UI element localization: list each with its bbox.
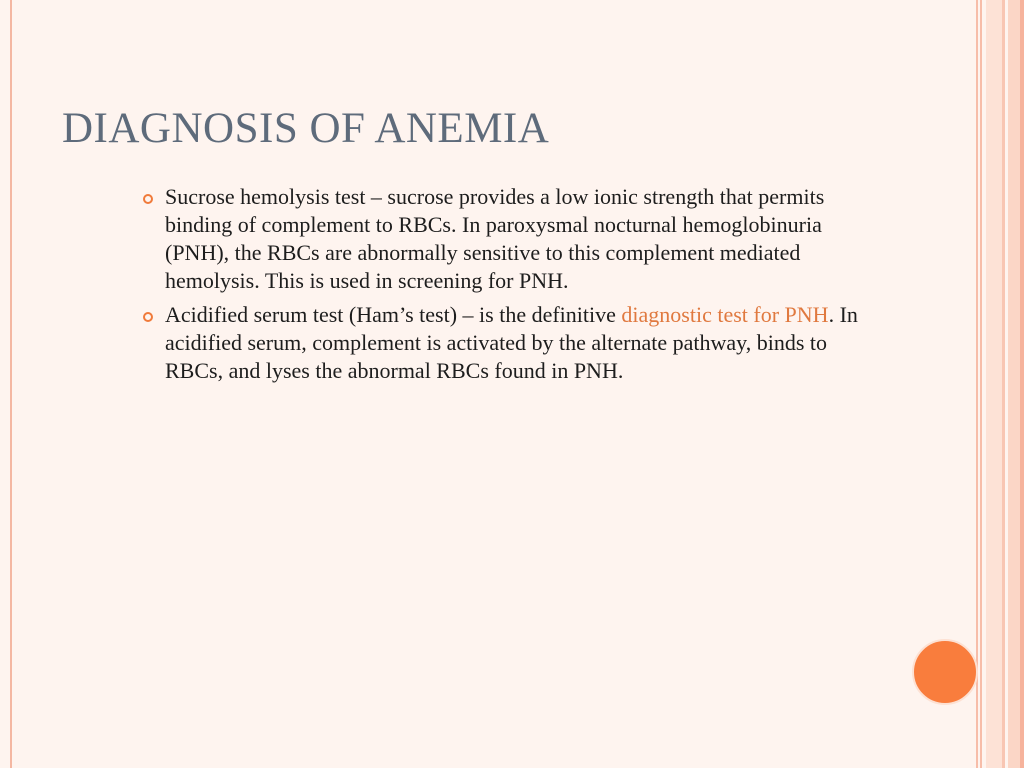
decorative-orange-circle (912, 639, 978, 705)
slide-title: DIAGNOSIS OF ANEMIA (62, 105, 550, 152)
stripe (1020, 0, 1024, 768)
stripe (980, 0, 982, 768)
bullet-item (140, 183, 885, 295)
highlighted-link-text[interactable]: diagnostic test for PNH (621, 302, 829, 327)
bullet-text: Acidified serum test (Ham’s test) – is the definitive (165, 302, 622, 327)
bullet-item (140, 301, 885, 385)
left-border-line (10, 0, 12, 768)
right-decorative-stripes (976, 0, 1024, 768)
bullet-text: . In acidified serum, complement is activated by the alternate pathway, binds to RBCs, and lyses the abnormal RBCs found in PNH. (165, 302, 858, 383)
bullet-circle-icon (143, 312, 153, 322)
stripe (986, 0, 1002, 768)
bullet-circle-icon (143, 194, 153, 204)
bullet-text: Sucrose hemolysis test – sucrose provides a low ionic strength that permits binding of complement to RBCs. In paroxysmal nocturnal hemoglobinuria (PNH), the RBCs are abnormally sensitive to this complement mediated hemolysis. This is used in screening for PNH. (165, 184, 825, 293)
stripe (976, 0, 978, 768)
slide-body (140, 183, 885, 391)
stripe (1002, 0, 1005, 768)
